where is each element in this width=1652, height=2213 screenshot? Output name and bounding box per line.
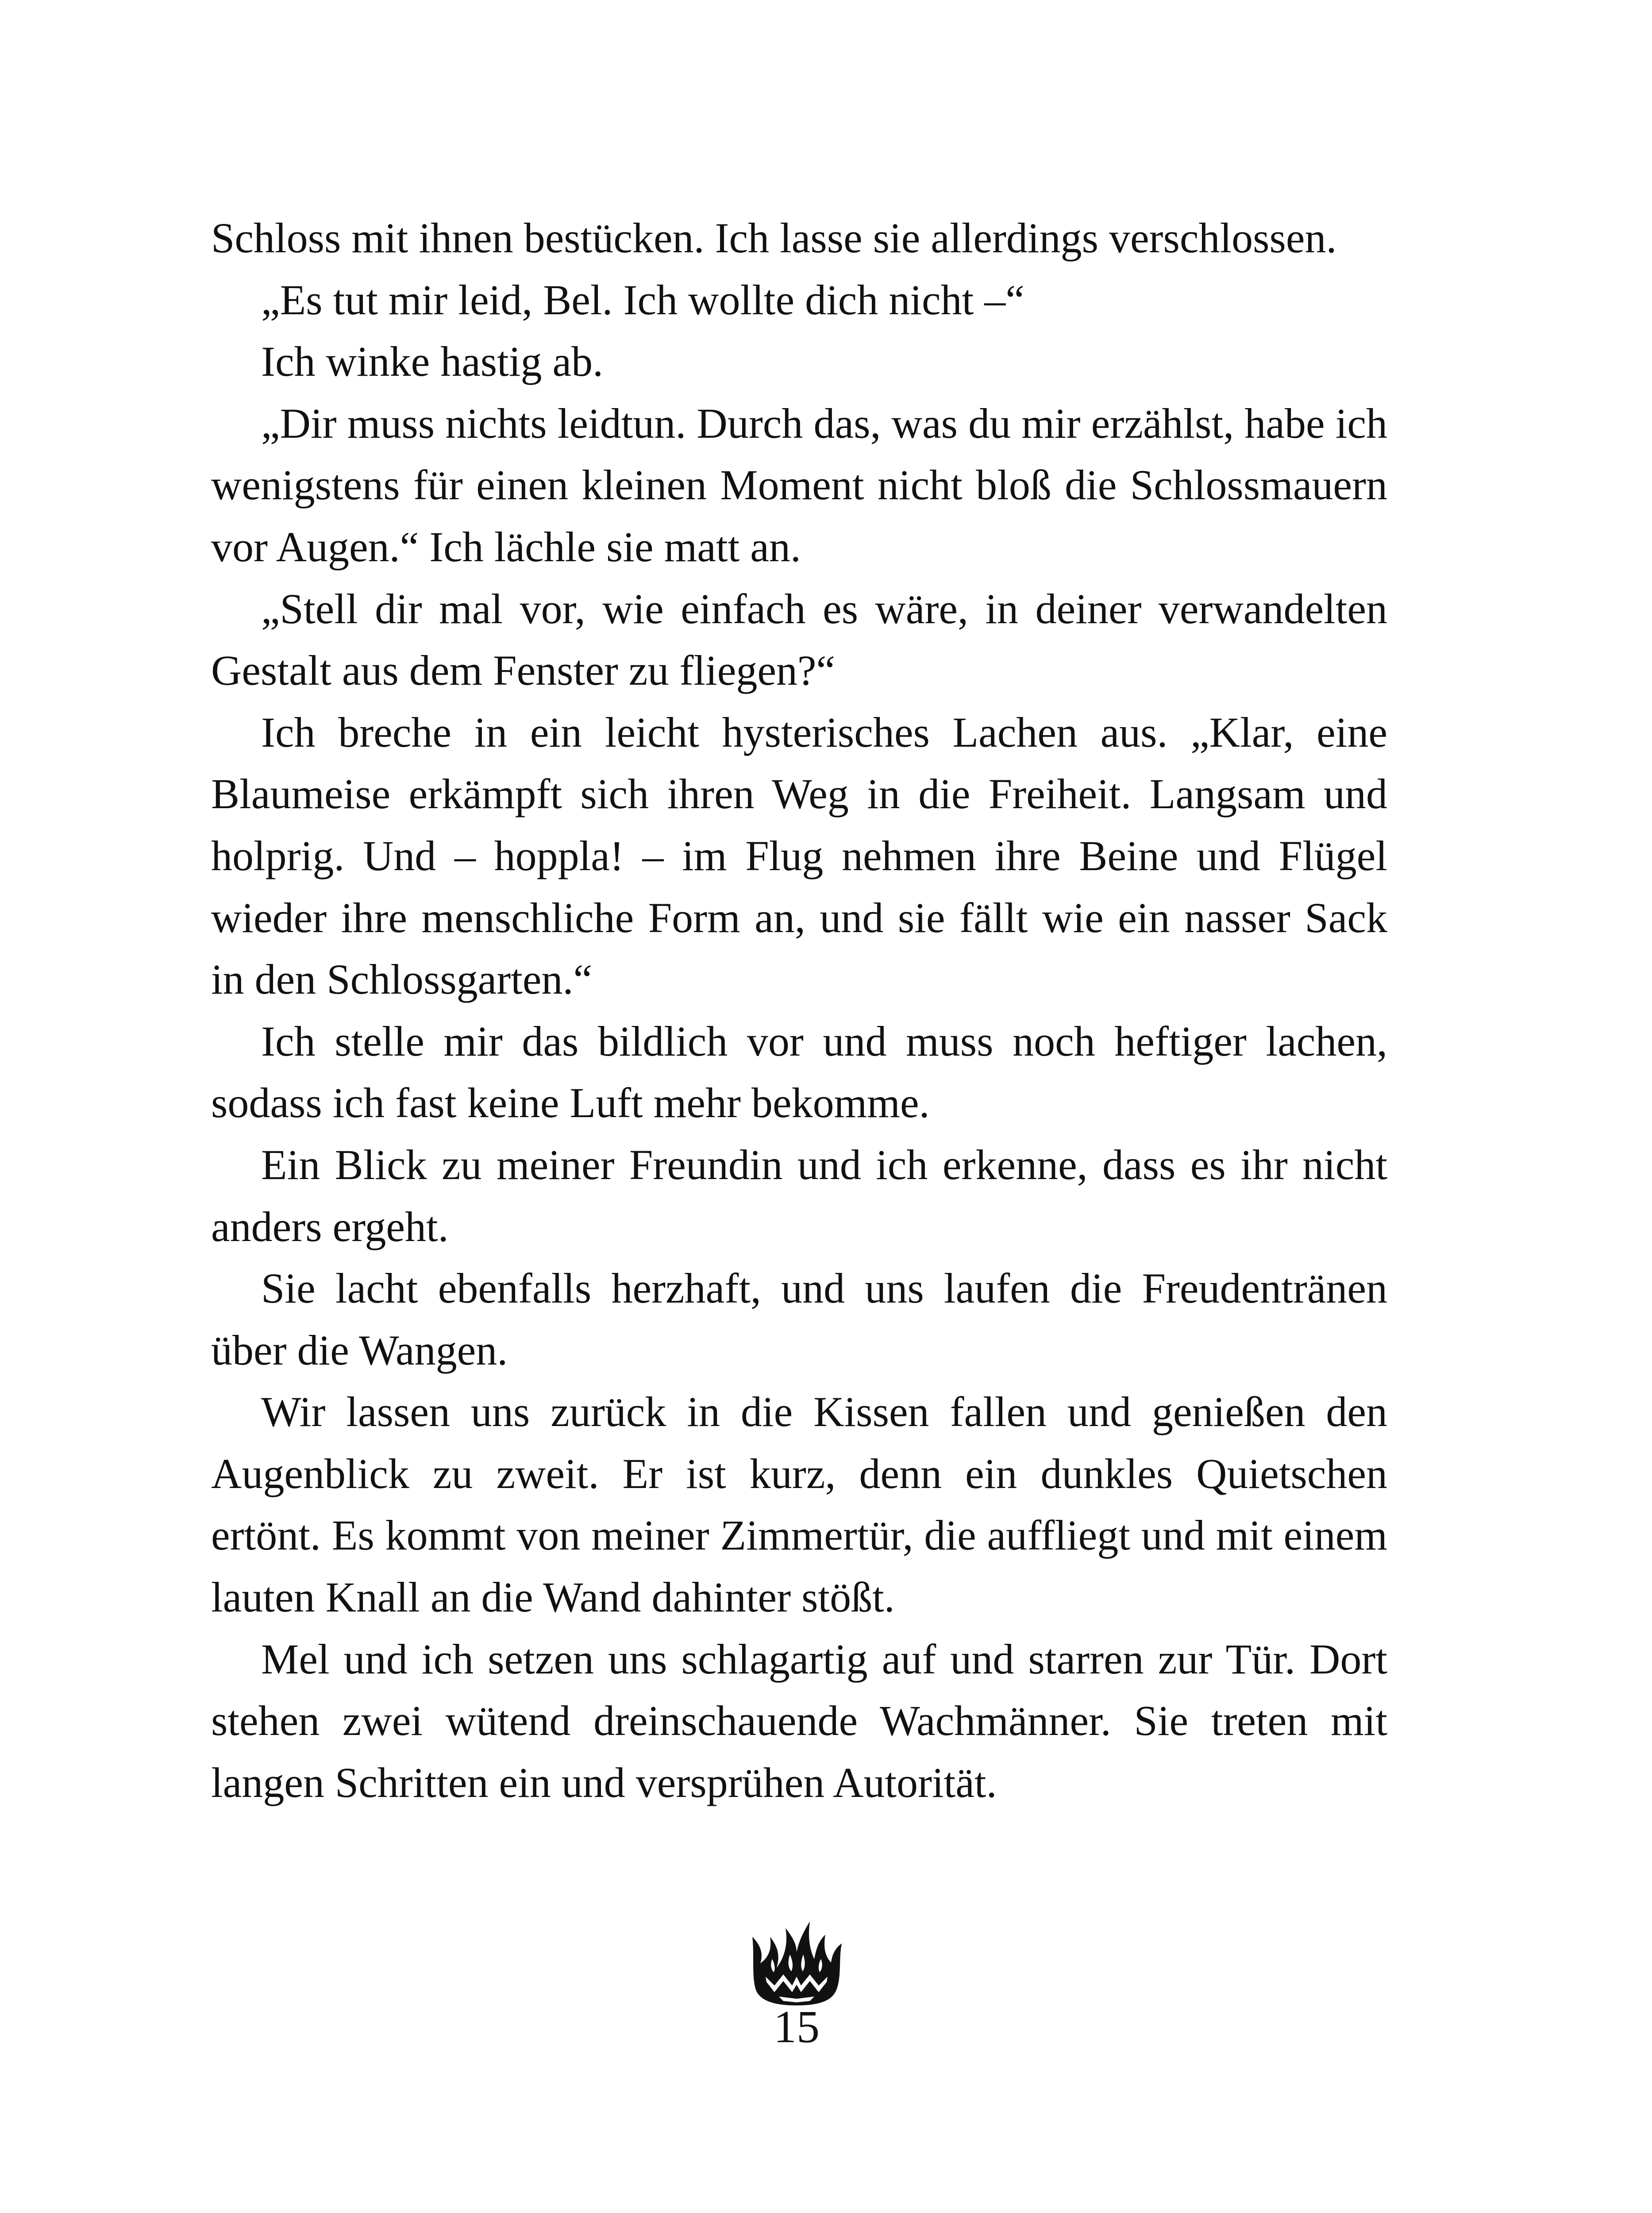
flame-crown-icon [748,1910,845,2008]
paragraph: „Es tut mir leid, Bel. Ich wollte dich nicht –“ [261,276,1024,324]
paragraph: Ich stelle mir das bildlich vor und muss noch heftiger lachen, sodass ich fast keine Luft mehr bekomme. [211,1017,1387,1127]
paragraph: Ich winke hastig ab. [261,338,604,386]
paragraph: „Stell dir mal vor, wie einfach es wäre, in deiner verwandelten Gestalt aus dem Fenster zu fliegen?“ [211,585,1387,694]
paragraph: Sie lacht ebenfalls herzhaft, und uns laufen die Freudentränen über die Wangen. [211,1265,1387,1374]
paragraph: Wir lassen uns zurück in die Kissen fallen und genießen den Augenblick zu zweit. Er ist kurz, denn ein dunkles Quietschen ertönt. Es kommt von meiner Zimmertür, die auffliegt und mit einem lauten Knall an die Wand dahinter stößt. [211,1388,1387,1621]
paragraph: Schloss mit ihnen bestücken. Ich lasse sie allerdings verschlossen. [211,214,1337,262]
paragraph: Ein Blick zu meiner Freundin und ich erkenne, dass es ihr nicht anders ergeht. [211,1141,1387,1250]
body-text [211,207,1387,1813]
paragraph: Mel und ich setzen uns schlagartig auf und starren zur Tür. Dort stehen zwei wütend dreinschauende Wachmänner. Sie treten mit langen Schritten ein und versprühen Autorität. [211,1635,1387,1806]
paragraph: „Dir muss nichts leidtun. Durch das, was du mir erzählst, habe ich wenigstens für einen kleinen Moment nicht bloß die Schlossmauern vor Augen.“ Ich lächle sie matt an. [211,399,1387,571]
page-number: 15 [774,2001,820,2052]
paragraph: Ich breche in ein leicht hysterisches Lachen aus. „Klar, eine Blaumeise erkämpft sich ihren Weg in die Freiheit. Langsam und holprig. Und – hoppla! – im Flug nehmen ihre Beine und Flügel wieder ihre menschliche Form an, und sie fällt wie ein nasser Sack in den Schlossgarten.“ [211,708,1387,1003]
